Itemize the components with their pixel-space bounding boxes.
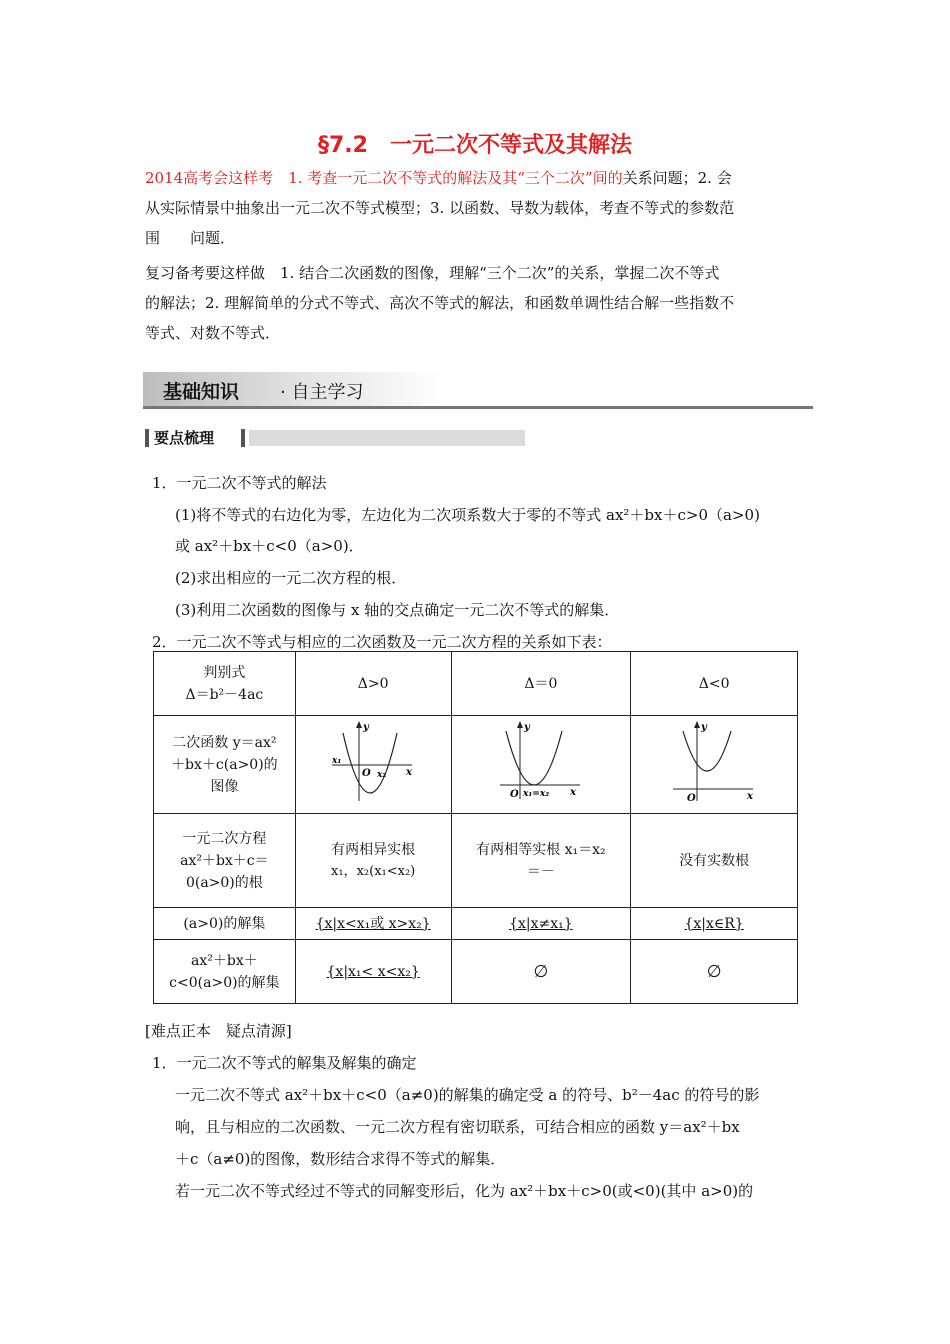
row2-label-3: 0(a>0)的根 — [185, 874, 263, 891]
roots-zero-2: ＝－ — [526, 863, 555, 880]
roots-positive-1: 有两相异实根 — [331, 841, 416, 858]
subsection-fill — [249, 430, 525, 446]
graph-no-roots — [669, 719, 759, 803]
banner-underline — [143, 406, 813, 409]
solution-gt-positive: {x|x<x₁或 x>x₂} — [315, 915, 431, 932]
difficulty1-line2: 响，且与相应的二次函数、一元二次方程有密切联系，可结合相应的函数 y＝ax²＋bx — [175, 1118, 740, 1136]
table-cell — [295, 716, 451, 814]
solution-gt-negative: {x|x∈R} — [684, 915, 744, 932]
relation-table — [153, 651, 798, 1004]
table-row — [154, 716, 798, 814]
table-cell — [295, 814, 451, 908]
graph-origin-label: O — [509, 789, 519, 800]
graph-y-label: y — [701, 722, 707, 733]
graph-x-label: x — [406, 767, 413, 778]
review-line2: 的解法；2. 理解简单的分式不等式、高次不等式的解法，和函数单调性结合解一些指数不 — [145, 294, 735, 312]
table-row — [154, 908, 798, 940]
review-line1: 复习备考要这样做 1. 结合二次函数的图像，理解“三个二次”的关系，掌握二次不等式 — [145, 264, 720, 282]
difficulty1-title: 1．一元二次不等式的解集及解集的确定 — [152, 1054, 417, 1072]
section-banner — [143, 372, 813, 410]
graph-x2-label: x₂ — [377, 770, 387, 780]
graph-y-label: y — [523, 722, 530, 733]
solution-gt-zero: {x|x≠x₁} — [509, 915, 573, 932]
exam-label: 2014高考会这样考 — [145, 169, 289, 187]
difficulty-label: [难点正本 疑点清源] — [145, 1022, 292, 1040]
header-zero: Δ＝0 — [451, 652, 631, 716]
subsection-bar-right — [241, 429, 245, 447]
graph-two-roots — [328, 719, 418, 803]
banner-title: 基础知识 — [163, 381, 240, 403]
subsection-title: 要点梳理 — [154, 429, 215, 447]
difficulty1-line1: 一元二次不等式 ax²＋bx＋c<0（a≠0)的解集的确定受 a 的符号、b²－4ac 的符号的影 — [175, 1086, 760, 1104]
row2-label-2: ax²＋bx＋c＝ — [180, 852, 269, 869]
graph-x1x2-label: x₁=x₂ — [522, 789, 550, 799]
row3-label: (a>0)的解集 — [154, 908, 296, 940]
point1-step1a: (1)将不等式的右边化为零，左边化为二次项系数大于零的不等式 ax²＋bx＋c>0（a>0) — [175, 506, 760, 524]
table-cell — [154, 652, 296, 716]
header-label-1: 判别式 — [203, 664, 246, 681]
table-row — [154, 814, 798, 908]
point1-step2: (2)求出相应的一元二次方程的根． — [175, 569, 407, 587]
header-negative: Δ<0 — [631, 652, 798, 716]
exam-paragraph — [145, 163, 810, 253]
graph-x-label: x — [569, 787, 576, 798]
review-paragraph — [145, 258, 810, 348]
table-cell — [451, 814, 631, 908]
subsection-bar-left — [145, 429, 149, 447]
table-cell — [631, 716, 798, 814]
banner-subtitle: · 自主学习 — [280, 382, 364, 403]
page-title: §7.2 一元二次不等式及其解法 — [318, 133, 632, 158]
point1-step3: (3)利用二次函数的图像与 x 轴的交点确定一元二次不等式的解集． — [175, 601, 620, 619]
exam-line2: 从实际情景中抽象出一元二次不等式模型；3. 以函数、导数为载体，考查不等式的参数范 — [145, 199, 735, 217]
row1-label-3: 图像 — [210, 778, 239, 795]
row1-label-1: 二次函数 y＝ax² — [172, 734, 277, 751]
difficulty1-line4: 若一元二次不等式经过不等式的同解变形后，化为 ax²＋bx＋c>0(或<0)(其中 a>0)的 — [175, 1182, 754, 1200]
point2-title: 2．一元二次不等式与相应的二次函数及一元二次方程的关系如下表： — [152, 633, 612, 651]
point1-title: 1．一元二次不等式的解法 — [152, 474, 327, 492]
table-cell — [631, 908, 798, 940]
solution-lt-negative: ∅ — [631, 940, 798, 1004]
table-cell — [451, 908, 631, 940]
point1-step1b: 或 ax²＋bx＋c<0（a>0)． — [175, 537, 364, 555]
table-cell — [154, 814, 296, 908]
header-label-2: Δ＝b²－4ac — [185, 686, 264, 703]
table-cell — [154, 940, 296, 1004]
review-line3: 等式、对数不等式． — [145, 324, 281, 342]
roots-positive-2: x₁，x₂(x₁<x₂) — [331, 863, 416, 879]
header-positive: Δ>0 — [295, 652, 451, 716]
graph-x-label: x — [747, 791, 754, 802]
difficulty1-line3: ＋c（a≠0)的图像，数形结合求得不等式的解集． — [175, 1150, 506, 1168]
exam-line1-rest: 关系问题；2. 会 — [622, 169, 732, 187]
graph-double-root — [496, 719, 586, 803]
graph-x1-label: x₁ — [332, 756, 342, 766]
row4-label-2: c<0(a>0)的解集 — [169, 974, 280, 991]
row1-label-2: ＋bx＋c(a>0)的 — [171, 756, 278, 773]
graph-origin-label: O — [362, 768, 371, 779]
roots-zero-1: 有两相等实根 x₁＝x₂ — [476, 841, 606, 858]
row4-label-1: ax²＋bx＋ — [191, 952, 258, 969]
subsection-header — [145, 428, 525, 448]
graph-y-label: y — [363, 722, 369, 733]
table-cell — [295, 908, 451, 940]
exam-line3: 围 问题． — [145, 229, 236, 247]
roots-negative: 没有实数根 — [631, 814, 798, 908]
graph-origin-label: O — [687, 793, 696, 803]
table-cell — [295, 940, 451, 1004]
table-row — [154, 652, 798, 716]
table-cell — [451, 716, 631, 814]
solution-lt-positive: {x|x₁< x<x₂} — [326, 963, 420, 980]
table-cell — [154, 716, 296, 814]
table-row — [154, 940, 798, 1004]
solution-lt-zero: ∅ — [451, 940, 631, 1004]
row2-label-1: 一元二次方程 — [182, 830, 267, 847]
exam-line1-red: 1. 考查一元二次不等式的解法及其“三个二次”间的 — [288, 169, 623, 187]
